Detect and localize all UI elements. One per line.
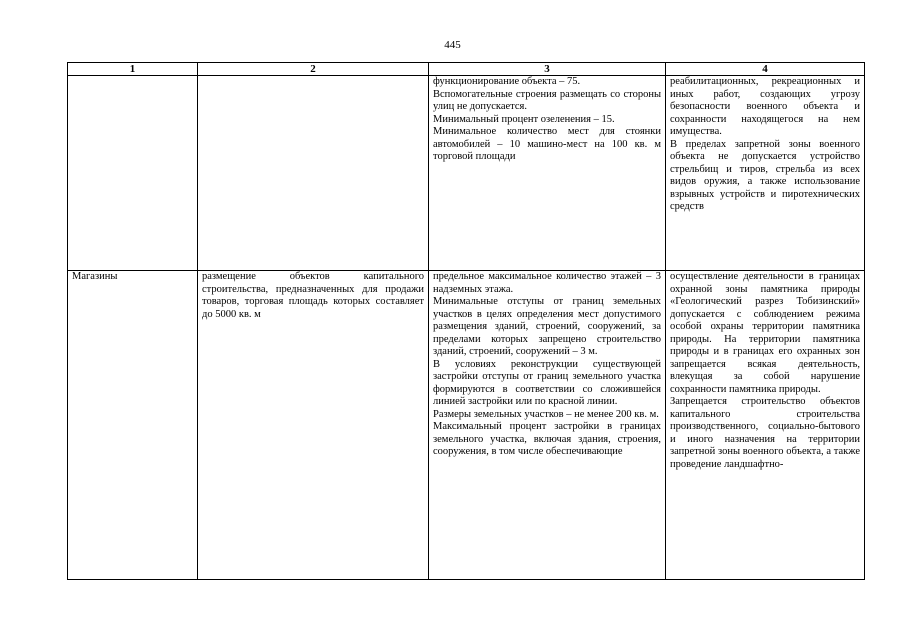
use-type-cell: [68, 271, 198, 580]
parameter-paragraph: Размеры земельных участков – не менее 200 кв. м.: [433, 408, 659, 420]
column-header-1: 1: [68, 63, 198, 76]
table-header-row: [68, 63, 865, 76]
use-description-cell: [198, 76, 429, 271]
restrictions-cell: [666, 76, 865, 271]
column-header-3: 3: [429, 63, 666, 76]
use-type-text: Магазины: [72, 271, 118, 282]
page-number: 445: [444, 39, 461, 51]
use-type-cell: [68, 76, 198, 271]
parameter-paragraph: Вспомогательные строения размещать со стороны улиц не допускается.: [433, 88, 661, 112]
use-description-cell: [198, 271, 429, 580]
table-row: [68, 76, 865, 271]
parameter-paragraph: Минимальное количество мест для стоянки автомобилей – 10 машино-мест на 100 кв. м торговой площади: [433, 126, 661, 162]
restriction-paragraph: В пределах запретной зоны военного объекта не допускается устройство стрельбищ и тиров, стрельба из всех видов оружия, а также использование взрывных устройств и пиротехнических средств: [670, 138, 860, 212]
restriction-paragraph: осуществление деятельности в границах охранной зоны памятника природы «Геологический разрез Тобизинский» допускается с соблюдением режима особой охраны территории памятника природы. На территории памятника природы и в границах его охранных зон запрещается всякая деятельность, влекущая за собой нарушение сохранности памятника природы.: [670, 271, 860, 395]
parameters-cell: [429, 271, 666, 580]
parameters-cell: [429, 76, 666, 271]
table-row: [68, 271, 865, 580]
use-description-text: размещение объектов капитального строительства, предназначенных для продажи товаров, торговая площадь которых составляет до 5000 кв. м: [202, 271, 424, 320]
parameter-paragraph: В условиях реконструкции существующей застройки отступы от границ земельного участка формируются в соответствии со сложившейся линией застройки или по красной линии.: [433, 358, 661, 407]
parameter-paragraph: функционирование объекта – 75.: [433, 76, 581, 87]
parameter-paragraph: Максимальный процент застройки в границах земельного участка, включая здания, строения, сооружения, в том числе обеспечивающие: [433, 421, 661, 457]
parameter-paragraph: предельное максимальное количество этажей – 3 надземных этажа.: [433, 271, 661, 295]
parameter-paragraph: Минимальные отступы от границ земельных участков в целях определения мест допустимого размещения зданий, строений, сооружений, за пределами которых запрещено строительство зданий, строений, сооружений – 3 м.: [433, 296, 661, 357]
restriction-paragraph: реабилитационных, рекреационных и иных работ, создающих угрозу безопасности военного объекта и сохранности находящегося на нем имущества.: [670, 76, 860, 137]
restrictions-cell: [666, 271, 865, 580]
parameter-paragraph: Минимальный процент озеленения – 15.: [433, 113, 615, 125]
column-header-2: 2: [198, 63, 429, 76]
zoning-table: [67, 62, 865, 580]
column-header-4: 4: [666, 63, 865, 76]
restriction-paragraph: Запрещается строительство объектов капитального строительства производственного, социально-бытового и иного назначения на территории запретной зоны военного объекта, а также проведение ландшафтно-: [670, 396, 860, 470]
